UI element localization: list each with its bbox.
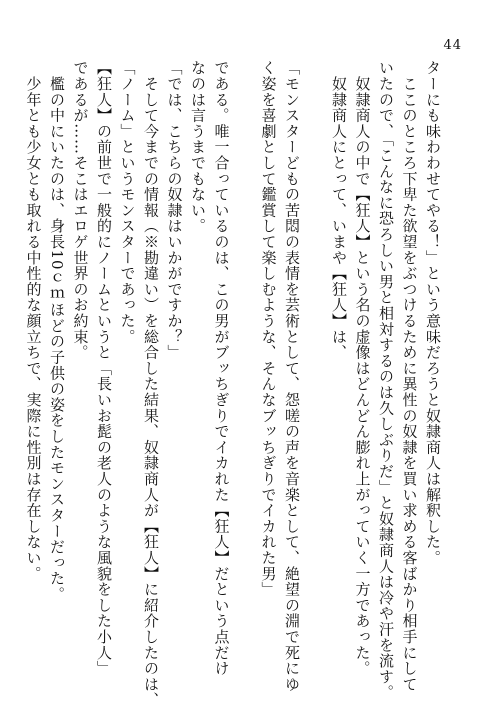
text-line: 「ノーム」というモンスターであった。 — [118, 60, 137, 345]
novel-text-block — [24, 60, 444, 708]
text-line: であるが……そこはエロゲ世界のお約束。 — [71, 60, 90, 361]
text-line: である。唯一合っているのは、この男がブッちぎりでイカれた【狂人】だという点だけ — [212, 60, 231, 677]
text-line: ターにも味わわせてやる！」という意味だろうと奴隷商人は解釈した。 — [424, 60, 442, 566]
text-line: なのは言うまでもない。 — [189, 60, 207, 234]
page-number: 44 — [443, 38, 462, 53]
text-line: 【狂人】の前世で一般的にノームというと「長いお髭の老人のような風貌をした小人」 — [95, 60, 113, 677]
text-line: 檻の中にいたのは、身長10ｃｍほどの子供の姿をしたモンスターだった。 — [48, 60, 66, 603]
text-line: ここのところ下卑た欲望をぶつけるために異性の奴隷を買い求める客ばかり相手にして — [400, 60, 419, 692]
text-line: 奴隷商人の中で【狂人】という名の虚像はどんどん膨れ上がっていく一方であった。 — [353, 60, 372, 677]
text-line: 「では、こちらの奴隷はいかがですか？」 — [165, 60, 184, 361]
text-line: 奴隷商人にとって、いまや【狂人】は、 — [330, 60, 348, 361]
paragraph-gap — [233, 60, 257, 670]
text-line: 少年とも少女とも取れる中性的な顔立ちで、実際に性別は存在しない。 — [24, 60, 43, 582]
text-line: いたので、「こんなに恐ろしい男と相対するのは久しぶりだ」と奴隷商人は冷や汗を流す。 — [377, 60, 395, 701]
text-line: 「モンスターどもの苦悶の表情を芸術として、怨嗟の声を音楽として、絶望の淵で死にゆ — [283, 60, 301, 692]
paragraph-gap — [303, 60, 327, 670]
text-line: そして今までの情報（※勘違い）を総合した結果、奴隷商人が【狂人】に紹介したのは、 — [142, 60, 160, 708]
text-line: く姿を喜劇として鑑賞して楽しむような、そんなブッちぎりでイカれた男」 — [259, 60, 278, 598]
